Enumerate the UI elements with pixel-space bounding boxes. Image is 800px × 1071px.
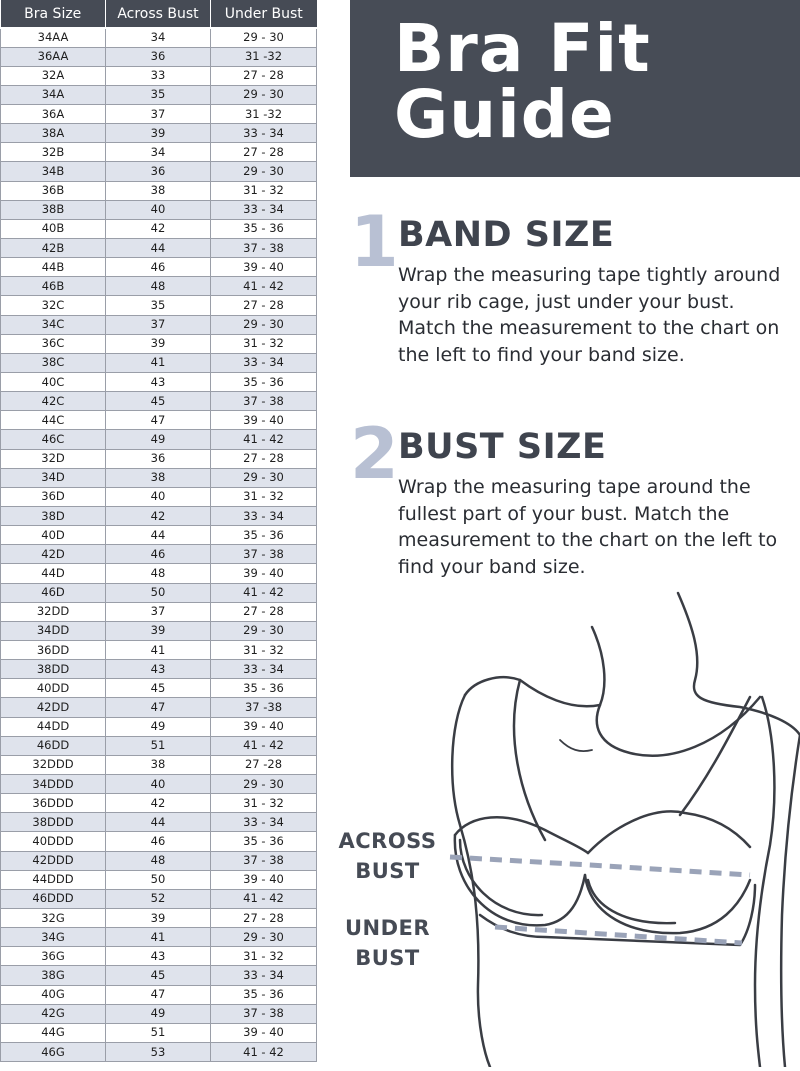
cell-across-bust: 39: [106, 621, 211, 640]
cell-under-bust: 41 - 42: [211, 583, 317, 602]
page-title-line-2: Guide: [394, 76, 615, 153]
cell-bra-size: 44DD: [1, 717, 106, 736]
cell-across-bust: 47: [106, 698, 211, 717]
table-row: [1, 392, 317, 411]
cell-bra-size: 40DDD: [1, 832, 106, 851]
across-bust-label-line-1: ACROSS: [338, 829, 437, 853]
cell-across-bust: 51: [106, 1023, 211, 1042]
cell-across-bust: 43: [106, 373, 211, 392]
cell-under-bust: 39 - 40: [211, 258, 317, 277]
step-heading: BAND SIZE: [398, 215, 615, 255]
cell-under-bust: 33 - 34: [211, 813, 317, 832]
cell-under-bust: 37 - 38: [211, 545, 317, 564]
cell-under-bust: 27 - 28: [211, 449, 317, 468]
cell-bra-size: 34D: [1, 468, 106, 487]
cell-across-bust: 38: [106, 468, 211, 487]
cell-across-bust: 33: [106, 66, 211, 85]
table-row: [1, 717, 317, 736]
step-instructions: Wrap the measuring tape around the fullest part of your bust. Match the measurement to the chart on the left to find your band size.: [398, 476, 778, 578]
cell-across-bust: 34: [106, 143, 211, 162]
cell-under-bust: 31 - 32: [211, 487, 317, 506]
cell-bra-size: 38B: [1, 200, 106, 219]
table-row: [1, 85, 317, 104]
cell-bra-size: 42C: [1, 392, 106, 411]
step-heading: BUST SIZE: [398, 427, 607, 467]
arm-right-inner-outline: [781, 735, 800, 1067]
cell-under-bust: 35 - 36: [211, 679, 317, 698]
cell-across-bust: 35: [106, 296, 211, 315]
cell-under-bust: 29 - 30: [211, 468, 317, 487]
cell-across-bust: 46: [106, 545, 211, 564]
cell-across-bust: 46: [106, 832, 211, 851]
table-row: [1, 411, 317, 430]
cell-bra-size: 36A: [1, 105, 106, 124]
page-title-line-1: Bra Fit: [394, 10, 651, 87]
cell-under-bust: 33 - 34: [211, 660, 317, 679]
cell-bra-size: 46DD: [1, 736, 106, 755]
bra-size-table: [0, 0, 317, 1062]
cell-bra-size: 36G: [1, 947, 106, 966]
cup-left-top: [455, 817, 588, 853]
cell-bra-size: 38D: [1, 507, 106, 526]
cell-across-bust: 36: [106, 162, 211, 181]
neck-right-outline: [592, 627, 760, 756]
table-row: [1, 181, 317, 200]
cell-across-bust: 50: [106, 870, 211, 889]
cell-under-bust: 35 - 36: [211, 219, 317, 238]
cell-under-bust: 35 - 36: [211, 373, 317, 392]
cell-bra-size: 34DD: [1, 621, 106, 640]
under-bust-label: [330, 913, 445, 973]
cell-across-bust: 42: [106, 507, 211, 526]
cell-bra-size: 40DD: [1, 679, 106, 698]
shoulder-right-outline: [678, 593, 800, 735]
cell-across-bust: 47: [106, 985, 211, 1004]
cell-under-bust: 37 - 38: [211, 851, 317, 870]
cell-under-bust: 29 - 30: [211, 28, 317, 47]
cell-bra-size: 38A: [1, 124, 106, 143]
cell-under-bust: 29 - 30: [211, 928, 317, 947]
cell-bra-size: 32B: [1, 143, 106, 162]
cell-bra-size: 36DD: [1, 641, 106, 660]
cell-bra-size: 36D: [1, 487, 106, 506]
table-row: [1, 430, 317, 449]
cell-across-bust: 37: [106, 105, 211, 124]
cell-bra-size: 34C: [1, 315, 106, 334]
table-row: [1, 315, 317, 334]
cell-bra-size: 34DDD: [1, 774, 106, 793]
torso-left-outline: [452, 695, 490, 1067]
cell-bra-size: 38DD: [1, 660, 106, 679]
strap-left: [514, 680, 545, 840]
cell-bra-size: 36C: [1, 334, 106, 353]
cell-under-bust: 41 - 42: [211, 277, 317, 296]
cell-across-bust: 48: [106, 851, 211, 870]
cell-bra-size: 32C: [1, 296, 106, 315]
cell-under-bust: 35 - 36: [211, 832, 317, 851]
cell-across-bust: 46: [106, 258, 211, 277]
table-row: [1, 985, 317, 1004]
table-row: [1, 755, 317, 774]
table-row: [1, 774, 317, 793]
cell-bra-size: 34G: [1, 928, 106, 947]
cell-across-bust: 45: [106, 392, 211, 411]
cell-bra-size: 42D: [1, 545, 106, 564]
cell-bra-size: 34AA: [1, 28, 106, 47]
table-row: [1, 526, 317, 545]
table-row: [1, 813, 317, 832]
cell-bra-size: 36B: [1, 181, 106, 200]
cell-under-bust: 29 - 30: [211, 85, 317, 104]
column-header-under-bust: Under Bust: [211, 0, 317, 28]
cell-across-bust: 52: [106, 889, 211, 908]
cell-under-bust: 31 - 32: [211, 794, 317, 813]
table-row: [1, 296, 317, 315]
cell-under-bust: 33 - 34: [211, 507, 317, 526]
cell-under-bust: 41 - 42: [211, 736, 317, 755]
table-row: [1, 468, 317, 487]
table-row: [1, 373, 317, 392]
cell-under-bust: 31 - 32: [211, 334, 317, 353]
cell-bra-size: 44C: [1, 411, 106, 430]
title-banner: [350, 0, 800, 177]
cell-under-bust: 31 - 32: [211, 947, 317, 966]
strap-right: [680, 697, 750, 815]
cell-across-bust: 48: [106, 277, 211, 296]
step-instructions: Wrap the measuring tape tightly around your rib cage, just under your bust. Match the measurement to the chart on the left to find your band size.: [398, 264, 781, 366]
cell-under-bust: 35 - 36: [211, 985, 317, 1004]
table-row: [1, 1042, 317, 1061]
cell-across-bust: 38: [106, 181, 211, 200]
table-row: [1, 851, 317, 870]
cell-bra-size: 38C: [1, 353, 106, 372]
table-row: [1, 28, 317, 47]
cell-across-bust: 49: [106, 717, 211, 736]
cell-across-bust: 41: [106, 353, 211, 372]
table-row: [1, 507, 317, 526]
table-row: [1, 621, 317, 640]
table-row: [1, 641, 317, 660]
across-bust-tape: [450, 857, 750, 875]
table-row: [1, 908, 317, 927]
cell-bra-size: 44D: [1, 564, 106, 583]
cell-bra-size: 38DDD: [1, 813, 106, 832]
cell-under-bust: 27 - 28: [211, 143, 317, 162]
cell-bra-size: 46C: [1, 430, 106, 449]
table-row: [1, 124, 317, 143]
collarbone-hint: [560, 740, 592, 751]
cell-bra-size: 40C: [1, 373, 106, 392]
cell-under-bust: 31 -32: [211, 47, 317, 66]
cell-bra-size: 42DD: [1, 698, 106, 717]
table-body: [1, 28, 317, 1062]
cell-under-bust: 39 - 40: [211, 717, 317, 736]
cell-under-bust: 29 - 30: [211, 621, 317, 640]
table-row: [1, 870, 317, 889]
cell-under-bust: 41 - 42: [211, 1042, 317, 1061]
cell-under-bust: 29 - 30: [211, 315, 317, 334]
cell-bra-size: 44DDD: [1, 870, 106, 889]
cell-under-bust: 37 - 38: [211, 1004, 317, 1023]
table-row: [1, 966, 317, 985]
cell-under-bust: 39 - 40: [211, 411, 317, 430]
cell-bra-size: 46DDD: [1, 889, 106, 908]
table-row: [1, 449, 317, 468]
table-header: [1, 0, 317, 28]
cell-across-bust: 41: [106, 641, 211, 660]
cell-across-bust: 53: [106, 1042, 211, 1061]
cell-bra-size: 38G: [1, 966, 106, 985]
cell-under-bust: 39 - 40: [211, 870, 317, 889]
cell-bra-size: 40G: [1, 985, 106, 1004]
shoulder-left-outline: [465, 677, 600, 706]
cell-bra-size: 32G: [1, 908, 106, 927]
underwire-right: [588, 880, 675, 923]
table-row: [1, 162, 317, 181]
cell-under-bust: 37 - 38: [211, 392, 317, 411]
cell-across-bust: 44: [106, 239, 211, 258]
table-row: [1, 47, 317, 66]
under-bust-label-line-1: UNDER: [344, 916, 431, 940]
cell-bra-size: 36DDD: [1, 794, 106, 813]
cell-under-bust: 27 - 28: [211, 66, 317, 85]
cell-under-bust: 29 - 30: [211, 774, 317, 793]
cell-under-bust: 41 - 42: [211, 430, 317, 449]
cell-bra-size: 42G: [1, 1004, 106, 1023]
table-row: [1, 219, 317, 238]
cell-across-bust: 40: [106, 774, 211, 793]
cell-across-bust: 39: [106, 908, 211, 927]
cell-bra-size: 46D: [1, 583, 106, 602]
table-row: [1, 1004, 317, 1023]
table-row: [1, 334, 317, 353]
cell-across-bust: 36: [106, 47, 211, 66]
cell-bra-size: 44G: [1, 1023, 106, 1042]
cell-across-bust: 42: [106, 219, 211, 238]
cell-under-bust: 41 - 42: [211, 889, 317, 908]
cell-under-bust: 33 - 34: [211, 200, 317, 219]
cell-across-bust: 44: [106, 526, 211, 545]
table-row: [1, 928, 317, 947]
table-row: [1, 832, 317, 851]
cell-across-bust: 41: [106, 928, 211, 947]
cell-bra-size: 42B: [1, 239, 106, 258]
cell-bra-size: 32A: [1, 66, 106, 85]
page-title: [394, 10, 794, 153]
cell-across-bust: 47: [106, 411, 211, 430]
across-bust-label: [330, 826, 445, 886]
across-bust-label-line-2: BUST: [355, 859, 420, 883]
table-row: [1, 239, 317, 258]
table-row: [1, 698, 317, 717]
table-row: [1, 564, 317, 583]
cell-across-bust: 40: [106, 487, 211, 506]
cell-across-bust: 43: [106, 947, 211, 966]
under-bust-label-line-2: BUST: [355, 946, 420, 970]
cell-across-bust: 48: [106, 564, 211, 583]
cell-under-bust: 29 - 30: [211, 162, 317, 181]
cell-across-bust: 45: [106, 966, 211, 985]
table-row: [1, 583, 317, 602]
step-number: 1: [350, 201, 399, 283]
measurement-illustration: [330, 585, 800, 1067]
table-row: [1, 143, 317, 162]
arm-right-outline: [755, 697, 774, 1067]
column-header-bra-size: Bra Size: [1, 0, 106, 28]
cell-across-bust: 45: [106, 679, 211, 698]
table-row: [1, 794, 317, 813]
cell-across-bust: 42: [106, 794, 211, 813]
table-row: [1, 105, 317, 124]
cell-across-bust: 39: [106, 124, 211, 143]
table-row: [1, 947, 317, 966]
cell-under-bust: 39 - 40: [211, 1023, 317, 1042]
cell-bra-size: 46G: [1, 1042, 106, 1061]
cell-under-bust: 27 - 28: [211, 908, 317, 927]
cell-under-bust: 37 - 38: [211, 239, 317, 258]
cell-bra-size: 34A: [1, 85, 106, 104]
cell-across-bust: 39: [106, 334, 211, 353]
cell-under-bust: 27 - 28: [211, 602, 317, 621]
cell-bra-size: 34B: [1, 162, 106, 181]
cell-across-bust: 49: [106, 1004, 211, 1023]
table-row: [1, 200, 317, 219]
table-row: [1, 736, 317, 755]
step-number: 2: [350, 413, 399, 495]
cell-bra-size: 44B: [1, 258, 106, 277]
cell-bra-size: 36AA: [1, 47, 106, 66]
cell-bra-size: 40D: [1, 526, 106, 545]
cell-bra-size: 32DD: [1, 602, 106, 621]
cell-bra-size: 42DDD: [1, 851, 106, 870]
table-row: [1, 353, 317, 372]
cell-under-bust: 33 - 34: [211, 353, 317, 372]
cell-across-bust: 50: [106, 583, 211, 602]
cell-under-bust: 35 - 36: [211, 526, 317, 545]
table-row: [1, 66, 317, 85]
cell-across-bust: 43: [106, 660, 211, 679]
cell-across-bust: 36: [106, 449, 211, 468]
cell-under-bust: 33 - 34: [211, 124, 317, 143]
cell-across-bust: 51: [106, 736, 211, 755]
cell-bra-size: 32DDD: [1, 755, 106, 774]
cell-under-bust: 27 -28: [211, 755, 317, 774]
cell-across-bust: 38: [106, 755, 211, 774]
cell-across-bust: 49: [106, 430, 211, 449]
cell-across-bust: 37: [106, 315, 211, 334]
cell-under-bust: 31 - 32: [211, 641, 317, 660]
table-row: [1, 679, 317, 698]
cell-bra-size: 46B: [1, 277, 106, 296]
table-row: [1, 487, 317, 506]
cell-under-bust: 31 - 32: [211, 181, 317, 200]
cell-bra-size: 40B: [1, 219, 106, 238]
column-header-across-bust: Across Bust: [106, 0, 211, 28]
table-row: [1, 258, 317, 277]
cell-under-bust: 33 - 34: [211, 966, 317, 985]
cup-right-top: [588, 811, 750, 853]
cell-across-bust: 37: [106, 602, 211, 621]
table-row: [1, 602, 317, 621]
cell-across-bust: 44: [106, 813, 211, 832]
cell-under-bust: 31 -32: [211, 105, 317, 124]
cell-across-bust: 35: [106, 85, 211, 104]
cup-left-bottom: [455, 835, 585, 925]
table-row: [1, 889, 317, 908]
cell-across-bust: 40: [106, 200, 211, 219]
cell-under-bust: 37 -38: [211, 698, 317, 717]
table-row: [1, 1023, 317, 1042]
table-row: [1, 545, 317, 564]
cell-bra-size: 32D: [1, 449, 106, 468]
cell-under-bust: 27 - 28: [211, 296, 317, 315]
table-row: [1, 277, 317, 296]
cell-under-bust: 39 - 40: [211, 564, 317, 583]
cell-across-bust: 34: [106, 28, 211, 47]
table-row: [1, 660, 317, 679]
